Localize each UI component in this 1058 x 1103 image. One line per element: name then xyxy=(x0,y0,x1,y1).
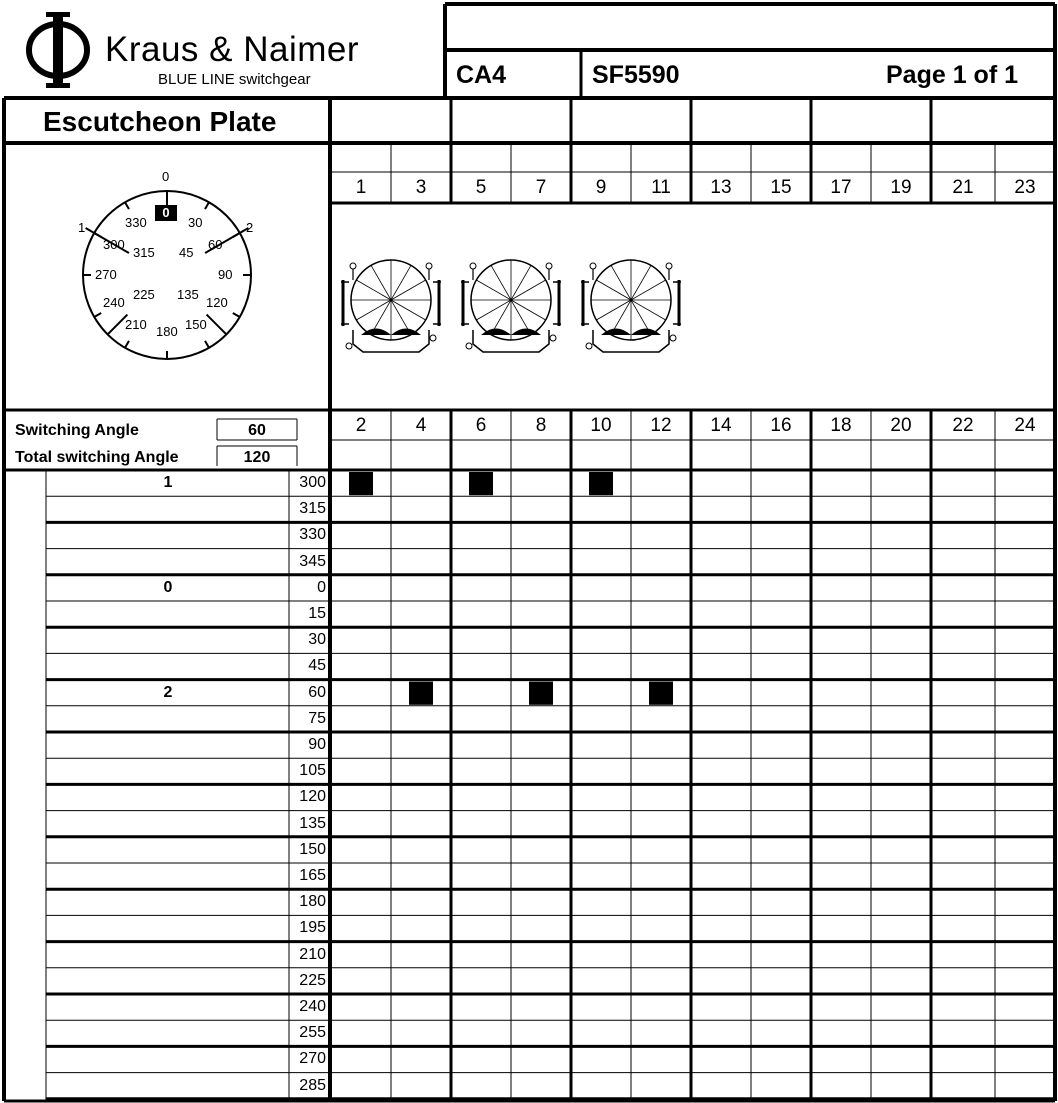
row-angle: 255 xyxy=(299,1024,326,1042)
closed-contact-mark xyxy=(409,682,433,705)
row-angle: 150 xyxy=(299,840,326,858)
row-angle: 240 xyxy=(299,998,326,1015)
terminal-number-bottom: 24 xyxy=(1014,415,1036,436)
total-switching-angle-label: Total switching Angle xyxy=(15,449,179,466)
closed-contact-mark xyxy=(349,472,373,495)
terminal-number-bottom: 2 xyxy=(355,415,367,436)
dial-angle-label: 315 xyxy=(133,245,155,260)
dial-angle-label: 30 xyxy=(188,215,203,230)
dial-tick xyxy=(94,313,101,317)
row-angle: 90 xyxy=(308,736,326,753)
dial-tick xyxy=(233,313,240,317)
dial-position-label: 2 xyxy=(246,220,254,235)
closed-contact-mark xyxy=(589,472,613,495)
terminal-number-top: 9 xyxy=(595,177,607,198)
terminal-number-top: 21 xyxy=(952,177,974,198)
escutcheon-title: Escutcheon Plate xyxy=(43,106,277,137)
terminal-number-bottom: 6 xyxy=(475,415,487,436)
row-angle: 180 xyxy=(299,893,326,911)
row-angle: 225 xyxy=(299,971,326,989)
dial-angle-label: 120 xyxy=(206,295,228,310)
dial-angle-label: 180 xyxy=(156,324,178,339)
contact-element-icon xyxy=(341,260,441,352)
terminal-number-bottom: 16 xyxy=(770,415,792,436)
dial-angle-label: 225 xyxy=(133,287,155,302)
closed-contact-mark xyxy=(649,682,673,705)
terminal-number-bottom: 10 xyxy=(590,415,612,436)
row-angle: 315 xyxy=(299,500,326,518)
terminal-number-top: 19 xyxy=(890,177,912,198)
row-position: 1 xyxy=(163,474,173,491)
terminal-number-bottom: 14 xyxy=(710,415,732,436)
contact-element-icon xyxy=(461,260,561,352)
row-angle: 135 xyxy=(299,814,326,832)
terminal-number-top: 15 xyxy=(770,177,792,198)
row-angle: 30 xyxy=(308,631,326,649)
closed-contact-mark xyxy=(469,472,493,495)
row-angle: 0 xyxy=(317,578,326,596)
terminal-number-top: 23 xyxy=(1014,177,1036,198)
terminal-number-bottom: 4 xyxy=(415,415,427,436)
contact-element-drawings xyxy=(341,260,681,352)
dial-angle-label: 150 xyxy=(185,317,207,332)
terminal-number-top: 7 xyxy=(535,177,547,198)
row-angle: 75 xyxy=(308,709,326,727)
row-angle: 300 xyxy=(299,474,326,491)
row-angle: 330 xyxy=(299,526,326,544)
terminal-number-bottom: 12 xyxy=(650,415,672,436)
page-number: Page 1 of 1 xyxy=(886,61,1018,89)
brand-name: Kraus & Naimer xyxy=(105,30,360,69)
dial-tick xyxy=(205,341,209,348)
terminal-number-top: 3 xyxy=(415,177,427,198)
dial-angle-label: 60 xyxy=(208,237,223,252)
off-marker-label: 0 xyxy=(162,205,170,220)
dial-angle-label: 300 xyxy=(103,237,125,252)
row-angle: 45 xyxy=(308,657,326,675)
dial-angle-label: 270 xyxy=(95,267,117,282)
program-number: SF5590 xyxy=(592,61,680,89)
kraus-naimer-logo-icon xyxy=(22,10,98,90)
switching-angle-label: Switching Angle xyxy=(15,422,139,439)
row-position: 2 xyxy=(163,683,173,701)
dial-angle-label: 45 xyxy=(179,245,194,260)
terminal-number-bottom: 18 xyxy=(830,415,852,436)
dial-angle-label: 240 xyxy=(103,295,125,310)
row-angle: 285 xyxy=(299,1076,326,1094)
dial-position-label: 1 xyxy=(78,220,86,235)
row-angle: 60 xyxy=(308,683,326,701)
contact-element-icon xyxy=(581,260,681,352)
dial-tick xyxy=(125,341,129,348)
row-angle: 210 xyxy=(299,945,326,963)
dial-angle-label: 135 xyxy=(177,287,199,302)
dial-tick xyxy=(125,202,129,209)
terminal-number-top: 11 xyxy=(651,177,671,198)
dial-tick xyxy=(207,315,227,335)
dial-angle-label: 330 xyxy=(125,215,147,230)
terminal-number-top: 1 xyxy=(355,177,367,198)
dial-position-label: 0 xyxy=(162,169,170,184)
switching-angle-value: 60 xyxy=(248,422,266,439)
brand-logo xyxy=(22,10,98,90)
row-angle: 120 xyxy=(299,788,326,806)
brand-tagline: BLUE LINE switchgear xyxy=(158,71,311,88)
terminal-number-top: 17 xyxy=(830,177,852,198)
dial-tick xyxy=(205,202,209,209)
row-angle: 105 xyxy=(299,762,326,780)
dial-angle-label: 210 xyxy=(125,317,147,332)
row-position: 0 xyxy=(163,578,173,596)
terminal-number-bottom: 20 xyxy=(890,415,912,436)
terminal-number-top: 5 xyxy=(475,177,487,198)
total-switching-angle-value: 120 xyxy=(243,449,271,466)
terminal-number-bottom: 8 xyxy=(535,415,547,436)
closed-contact-mark xyxy=(529,682,553,705)
row-angle: 165 xyxy=(299,867,326,884)
series-label: CA4 xyxy=(456,61,507,89)
row-angle: 345 xyxy=(299,552,326,570)
terminal-number-bottom: 22 xyxy=(952,415,974,436)
dial-angle-label: 90 xyxy=(218,267,233,282)
row-angle: 15 xyxy=(308,605,326,622)
row-angle: 195 xyxy=(299,919,326,937)
terminal-number-top: 13 xyxy=(710,177,732,198)
row-angle: 270 xyxy=(299,1050,326,1068)
